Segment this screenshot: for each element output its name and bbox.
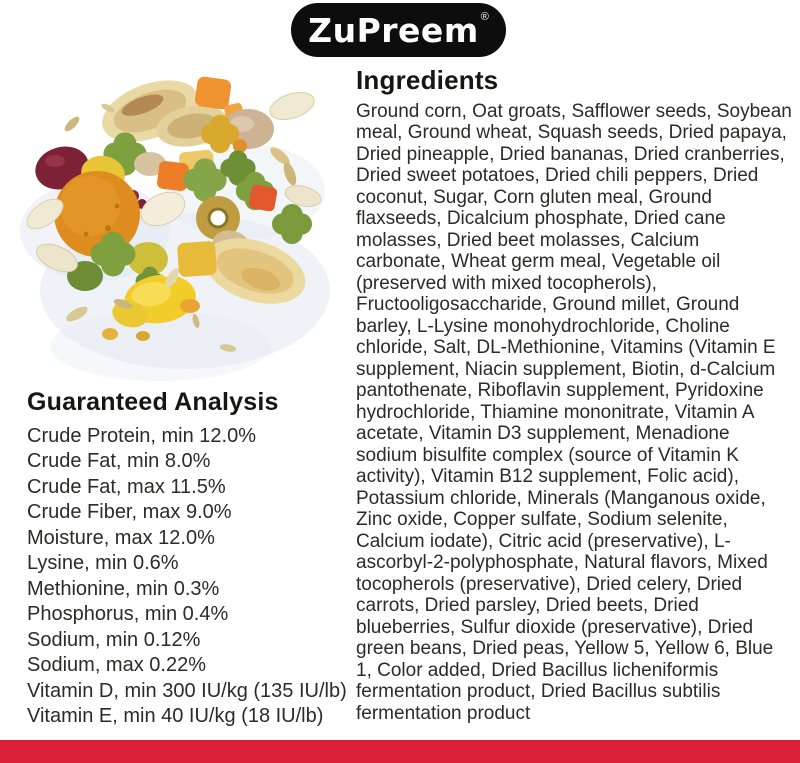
guaranteed-analysis-item: Moisture, max 12.0% — [27, 526, 215, 549]
guaranteed-analysis-item: Methionine, min 0.3% — [27, 577, 220, 600]
ingredients-section — [356, 66, 792, 724]
zupreem-logo-text: ZuPreem — [308, 10, 479, 50]
red-footer-bar — [0, 740, 800, 763]
guaranteed-analysis-item: Lysine, min 0.6% — [27, 552, 179, 574]
guaranteed-analysis-item: Crude Fiber, max 9.0% — [27, 501, 232, 523]
registered-trademark-symbol: ® — [480, 10, 489, 23]
ingredients-heading: Ingredients — [356, 65, 499, 95]
guaranteed-analysis-section — [27, 389, 357, 730]
guaranteed-analysis-item: Crude Fat, min 8.0% — [27, 450, 211, 472]
guaranteed-analysis-item: Sodium, min 0.12% — [27, 628, 201, 651]
guaranteed-analysis-item: Vitamin E, min 40 IU/kg (18 IU/lb) — [27, 705, 324, 727]
food-mix-photo — [0, 56, 350, 390]
ingredients-text: Ground corn, Oat groats, Safflower seeds, Soybean meal, Ground wheat, Squash seeds, Dried papaya, Dried pineapple, Dried bananas, Dried cranberries, Dried sweet potatoes, Dried chili peppers, Dried coconut, Sugar, Corn gluten meal, Ground flaxseeds, Dicalcium phosphate, Dried cane molasses, Dried beet molasses, Calcium carbonate, Wheat germ meal, Vegetable oil (preserved with mixed tocopherols), Fructooligosaccharide, Ground millet, Ground barley, L-Lysine monohydrochloride, Choline chloride, Salt, DL-Methionine, Vitamins (Vitamin E supplement, Niacin supplement, Biotin, d-Calcium pantothenate, Riboflavin supplement, Pyridoxine hydrochloride, Thiamine mononitrate, Vitamin A acetate, Vitamin D3 supplement, Menadione sodium bisulfite complex (source of Vitamin K activity), Vitamin B12 supplement, Folic acid), Potassium chloride, Minerals (Manganous oxide, Zinc oxide, Copper sulfate, Sodium selenite, Calcium iodate), Citric acid (preservative), L-ascorbyl-2-polyphosphate, Natural flavors, Mixed tocopherols (preservative), Dried celery, Dried carrots, Dried parsley, Dried beets, Dried blueberries, Sulfur dioxide (preservative), Dried green beans, Dried peas, Yellow 5, Yellow 6, Blue 1, Color added, Dried Bacillus licheniformis fermentation product, Dried Bacillus subtilis fermentation product — [356, 100, 792, 724]
guaranteed-analysis-item: Vitamin D, min 300 IU/kg (135 IU/lb) — [27, 679, 347, 702]
guaranteed-analysis-item: Phosphorus, min 0.4% — [27, 603, 229, 625]
guaranteed-analysis-item: Crude Fat, max 11.5% — [27, 475, 226, 498]
guaranteed-analysis-heading: Guaranteed Analysis — [27, 388, 279, 416]
zupreem-logo — [291, 3, 506, 57]
guaranteed-analysis-item: Sodium, max 0.22% — [27, 654, 206, 676]
guaranteed-analysis-item: Crude Protein, min 12.0% — [27, 424, 257, 447]
guaranteed-analysis-list — [27, 424, 357, 730]
